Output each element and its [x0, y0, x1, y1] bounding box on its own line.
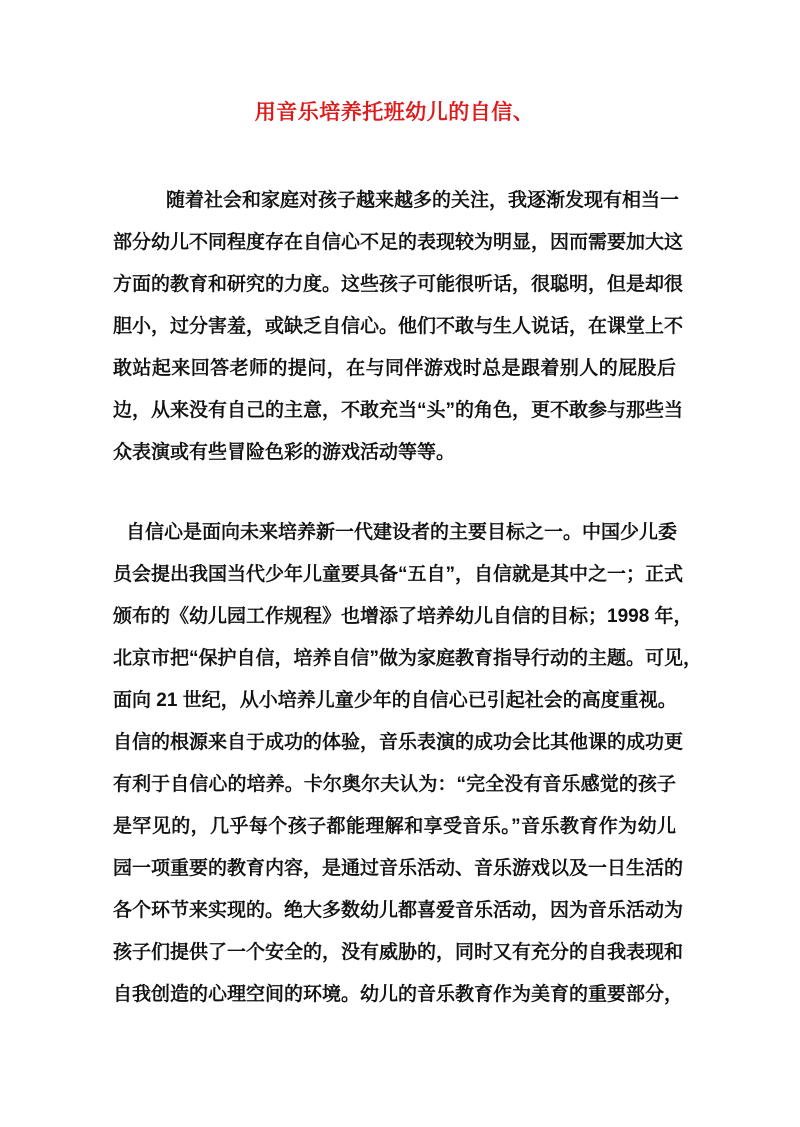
text-line: 员会提出我国当代少年儿童要具备“五自”，自信就是其中之一；正式 — [113, 564, 684, 585]
text-line: 部分幼儿不同程度存在自信心不足的表现较为明显，因而需要加大这 — [113, 232, 684, 253]
text-line: 随着社会和家庭对孩子越来越多的关注，我逐渐发现有相当一 — [166, 190, 680, 211]
text-line: 颁布的《幼儿园工作规程》也增添了培养幼儿自信的目标；1998 年， — [113, 606, 693, 627]
text-line: 自信心是面向未来培养新一代建设者的主要目标之一。中国少儿委 — [126, 522, 678, 543]
paragraph-2 — [113, 512, 703, 1016]
text-line: 孩子们提供了一个安全的，没有威胁的，同时又有充分的自我表现和 — [113, 942, 684, 963]
document-title: 用音乐培养托班幼儿的自信、 — [254, 101, 535, 124]
text-line: 胆小，过分害羞，或缺乏自信心。他们不敢与生人说话，在课堂上不 — [113, 316, 684, 337]
text-line: 各个环节来实现的。绝大多数幼儿都喜爱音乐活动，因为音乐活动为 — [113, 900, 684, 921]
text-line: 敢站起来回答老师的提问，在与同伴游戏时总是跟着别人的屁股后 — [113, 358, 676, 379]
text-line: 面向 21 世纪，从小培养儿童少年的自信心已引起社会的高度重视。 — [113, 690, 677, 711]
text-line: 自我创造的心理空间的环境。幼儿的音乐教育作为美育的重要部分， — [113, 984, 684, 1005]
text-line: 边，从来没有自己的主意，不敢充当“头”的角色，更不敢参与那些当 — [113, 400, 684, 421]
text-line: 园一项重要的教育内容，是通过音乐活动、音乐游戏以及一日生活的 — [113, 858, 684, 879]
text-line: 方面的教育和研究的力度。这些孩子可能很听话，很聪明，但是却很 — [113, 274, 684, 295]
text-line: 众表演或有些冒险色彩的游戏活动等等。 — [113, 442, 456, 463]
text-line: 北京市把“保护自信，培养自信”做为家庭教育指导行动的主题。可见， — [113, 648, 703, 669]
text-line: 是罕见的，几乎每个孩子都能理解和享受音乐。”音乐教育作为幼儿 — [113, 816, 676, 837]
paragraph-1 — [113, 180, 684, 474]
text-line: 有利于自信心的培养。卡尔奥尔夫认为：“完全没有音乐感觉的孩子 — [113, 774, 676, 795]
text-line: 自信的根源来自于成功的体验，音乐表演的成功会比其他课的成功更 — [113, 732, 684, 753]
